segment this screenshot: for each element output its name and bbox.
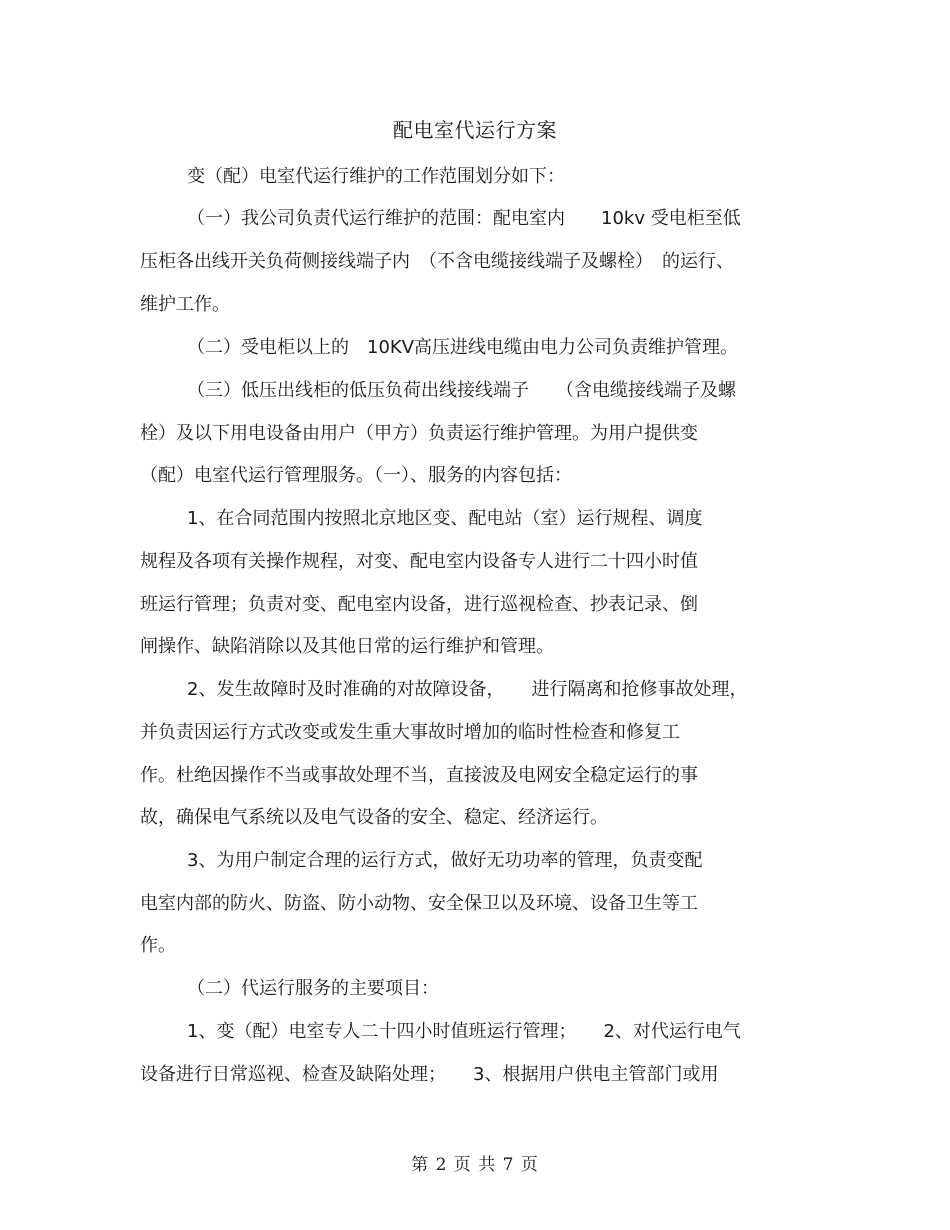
page-footer: 第 2 页 共 7 页 [411, 1155, 539, 1175]
paragraph-line: 设备进行日常巡视、检查及缺陷处理； 3、根据用户供电主管部门或用 [140, 1064, 719, 1085]
paragraph-line: 规程及各项有关操作规程，对变、配电室内设备专人进行二十四小时值 [140, 551, 698, 572]
paragraph-line: 变（配）电室代运行维护的工作范围划分如下： [187, 166, 565, 187]
paragraph-line: 压柜各出线开关负荷侧接线端子内 （不含电缆接线端子及螺栓） 的运行、 [140, 251, 734, 272]
paragraph-line: 闸操作、缺陷消除以及其他日常的运行维护和管理。 [140, 636, 554, 657]
paragraph-line: （配）电室代运行管理服务。（一）、服务的内容包括： [140, 465, 572, 486]
paragraph-line: （二）受电柜以上的 10KV高压进线电缆由电力公司负责维护管理。 [187, 337, 739, 358]
paragraph-line: 维护工作。 [140, 294, 230, 315]
paragraph-line: （二）代运行服务的主要项目： [187, 978, 439, 999]
paragraph-line: 1、变（配）电室专人二十四小时值班运行管理； 2、对代运行电气 [187, 1021, 741, 1042]
paragraph-line: 栓）及以下用电设备由用户（甲方）负责运行维护管理。为用户提供变 [140, 423, 698, 444]
paragraph-line: 3、为用户制定合理的运行方式，做好无功功率的管理，负责变配 [187, 850, 703, 871]
paragraph-line: 2、发生故障时及时准确的对故障设备， 进行隔离和抢修事故处理， [187, 679, 748, 700]
document-title: 配电室代运行方案 [393, 118, 557, 142]
paragraph-line: （三）低压出线柜的低压负荷出线接线端子 （含电缆接线端子及螺 [187, 380, 736, 401]
paragraph-line: 班运行管理；负责对变、配电室内设备，进行巡视检查、抄表记录、倒 [140, 594, 698, 615]
paragraph-line: 1、在合同范围内按照北京地区变、配电站（室）运行规程、调度 [187, 508, 703, 529]
paragraph-line: 并负责因运行方式改变或发生重大事故时增加的临时性检查和修复工 [140, 722, 680, 743]
paragraph-line: 电室内部的防火、防盗、防小动物、安全保卫以及环境、设备卫生等工 [140, 893, 698, 914]
paragraph-line: 故，确保电气系统以及电气设备的安全、稳定、经济运行。 [140, 807, 608, 828]
paragraph-line: 作。 [140, 935, 176, 956]
paragraph-line: 作。杜绝因操作不当或事故处理不当，直接波及电网安全稳定运行的事 [140, 765, 698, 786]
paragraph-line: （一）我公司负责代运行维护的范围：配电室内 10kv 受电柜至低 [187, 208, 741, 229]
